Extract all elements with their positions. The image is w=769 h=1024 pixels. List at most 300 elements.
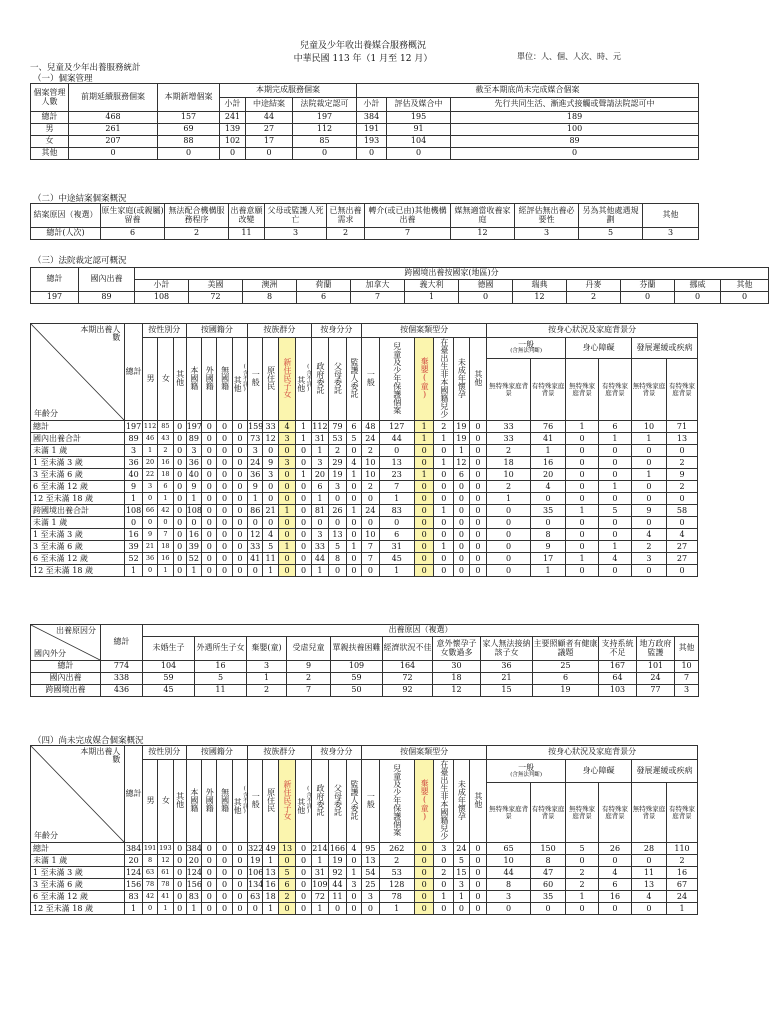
table-cell: 1: [248, 493, 263, 505]
column-header: [414, 760, 434, 843]
table-cell: 214: [311, 843, 329, 855]
table-cell: 0: [346, 445, 361, 457]
table-cell: 1: [346, 469, 361, 481]
reason-header: 主要照顧者有健康議題: [533, 637, 599, 661]
table-cell: 85: [293, 136, 357, 148]
table-cell: 63: [142, 867, 157, 879]
reason-header: 單親扶養困難: [331, 637, 383, 661]
table-cell: 0: [667, 493, 698, 505]
column-header: [186, 760, 201, 843]
table-cell: 2: [667, 481, 698, 493]
table-cell: 774: [101, 661, 143, 673]
table-cell: 3: [631, 553, 666, 565]
country-header: 荷蘭: [297, 280, 351, 292]
table-row: [31, 879, 698, 891]
table-row: [31, 445, 698, 457]
group-header: 按身分分: [311, 746, 361, 760]
table-cell: 2: [487, 445, 531, 457]
table-cell: 0: [621, 292, 675, 304]
column-header-label: 棄嬰(童): [420, 357, 430, 399]
table-cell: 83: [379, 505, 414, 517]
table-cell: 0: [379, 445, 414, 457]
group-header: 按族群分: [248, 746, 312, 760]
table-cell: 0: [434, 903, 454, 915]
table-cell: 103: [599, 685, 637, 697]
table-cell: 0: [379, 517, 414, 529]
table-cell: 110: [667, 843, 698, 855]
table-cell: 0: [414, 867, 434, 879]
table-cell: 2: [566, 867, 599, 879]
column-header: [379, 338, 414, 421]
table-cell: 18: [433, 673, 481, 685]
country-header: 芬蘭: [621, 280, 675, 292]
table-cell: 3: [125, 445, 143, 457]
table-cell: 0: [232, 879, 247, 891]
table-cell: 0: [631, 565, 666, 577]
table-cell: 3: [278, 433, 296, 445]
column-header-label: 其他: [473, 792, 483, 808]
table-cell: 0: [599, 445, 632, 457]
table-cell: 1: [631, 469, 666, 481]
table-cell: 3: [142, 481, 157, 493]
table-cell: 44: [246, 112, 293, 124]
table-cell: 0: [487, 565, 531, 577]
table-cell: 0: [346, 481, 361, 493]
table-row: [31, 136, 699, 148]
column-header: [346, 760, 361, 843]
table-cell: 0: [232, 505, 247, 517]
table-cell: 0: [414, 445, 434, 457]
table-cell: 241: [220, 112, 246, 124]
table-cell: 0: [599, 517, 632, 529]
table-row: [31, 517, 698, 529]
table-cell: 65: [487, 843, 531, 855]
table-cell: 1: [158, 903, 173, 915]
table-row: [31, 457, 698, 469]
table-cell: 1: [434, 891, 454, 903]
table-cell: 19: [454, 433, 469, 445]
table-cell: 60: [531, 879, 566, 891]
group-open-header: 截至本期底尚未完成媒合個案: [357, 84, 699, 98]
table-cell: 31: [379, 541, 414, 553]
table-row: [31, 843, 698, 855]
table-cell: 5: [454, 855, 469, 867]
table-cell: 0: [296, 867, 311, 879]
table-cell: 0: [454, 481, 469, 493]
table-cell: 0: [667, 517, 698, 529]
column-header-note: (含不詳): [241, 785, 248, 815]
table-cell: 2: [165, 228, 229, 240]
table-cell: 1: [566, 421, 599, 433]
table-cell: 7: [351, 292, 405, 304]
table-cell: 0: [414, 505, 434, 517]
table-cell: 0: [434, 553, 454, 565]
table-cell: 64: [599, 673, 637, 685]
table-cell: 1: [531, 565, 566, 577]
table-cell: 8: [531, 529, 566, 541]
table-cell: 191: [142, 843, 157, 855]
table-cell: 20: [125, 855, 143, 867]
table-cell: 0: [202, 529, 217, 541]
table-cell: 0: [217, 433, 232, 445]
row-label: 1 至未滿 3 歲: [31, 529, 125, 541]
table-cell: 0: [487, 903, 531, 915]
table-row: [31, 867, 698, 879]
table-cell: 0: [631, 493, 666, 505]
table-cell: 0: [296, 553, 311, 565]
table-cell: 76: [531, 421, 566, 433]
table-cell: 0: [278, 517, 296, 529]
table-cell: 0: [631, 481, 666, 493]
subsection-heading-abort: （二）中途結案個案概況: [33, 194, 127, 204]
table-cell: 0: [566, 433, 599, 445]
table-cell: 0: [202, 433, 217, 445]
table-cell: 195: [387, 112, 451, 124]
table-cell: 1: [631, 433, 666, 445]
reason-header: 地方政府監護: [637, 637, 675, 661]
table-cell: 0: [469, 855, 487, 867]
country-header: 丹麥: [567, 280, 621, 292]
column-header-label: 父母委託: [333, 362, 343, 394]
table-cell: 0: [487, 541, 531, 553]
table-cell: 33: [263, 421, 278, 433]
table-cell: 48: [362, 421, 380, 433]
table-cell: 18: [158, 541, 173, 553]
column-header-note: (含不詳): [305, 785, 312, 815]
table-cell: 0: [414, 553, 434, 565]
table-cell: 108: [135, 292, 189, 304]
column-header-label: 男: [146, 374, 156, 382]
table-cell: 45: [379, 553, 414, 565]
table-cell: 2: [567, 292, 621, 304]
table-cell: 0: [217, 867, 232, 879]
table-cell: 0: [232, 529, 247, 541]
table-cell: 6: [278, 879, 296, 891]
table-cell: 2: [667, 457, 698, 469]
group-header: 按個案類型分: [362, 746, 487, 760]
table-cell: 0: [469, 529, 487, 541]
table-cell: 0: [296, 903, 311, 915]
table-cell: 384: [186, 843, 201, 855]
table-cell: 20: [531, 469, 566, 481]
table-cell: 6: [297, 292, 351, 304]
table-cell: 0: [217, 457, 232, 469]
table-row: [31, 469, 698, 481]
table-cell: 42: [158, 505, 173, 517]
table-cell: 81: [311, 505, 329, 517]
table-cell: 197: [293, 112, 357, 124]
table-cell: 0: [173, 445, 186, 457]
table-cell: 1: [487, 493, 531, 505]
table-cell: 26: [599, 843, 632, 855]
table-cell: 12: [433, 685, 481, 697]
table-cell: 0: [232, 565, 247, 577]
table-cell: 78: [379, 891, 414, 903]
column-header-label: 新住民子女: [283, 780, 293, 820]
table-cell: 0: [566, 541, 599, 553]
column-header-label: 政府委託: [315, 362, 325, 394]
table-cell: 0: [202, 903, 217, 915]
table-cell: 0: [217, 481, 232, 493]
table-cell: 4: [631, 529, 666, 541]
group-header: 按身心狀況及家庭背景分: [487, 746, 698, 760]
subsection-heading-case-management: （一）個案管理: [33, 74, 93, 84]
row-label: 總計: [31, 421, 125, 433]
table-cell: 61: [158, 867, 173, 879]
table-cell: 10: [362, 469, 380, 481]
table-row: [31, 673, 699, 685]
table-cell: 0: [232, 445, 247, 457]
sub-header: 中途結案: [246, 98, 293, 112]
table-cell: 0: [414, 843, 434, 855]
column-header: 已無出養需求: [327, 204, 365, 228]
table-cell: 89: [79, 292, 135, 304]
table-cell: 12: [454, 457, 469, 469]
table-cell: 19: [329, 469, 347, 481]
column-header: [248, 338, 263, 421]
table-cell: 0: [469, 433, 487, 445]
table-cell: 0: [217, 903, 232, 915]
table-cell: 191: [357, 124, 387, 136]
table-cell: 3: [263, 469, 278, 481]
table-cell: 0: [487, 505, 531, 517]
table-cell: 1: [296, 421, 311, 433]
table-cell: 1: [158, 493, 173, 505]
care-sub-header: 無特殊家庭背景: [631, 358, 666, 421]
table-cell: 0: [566, 469, 599, 481]
table-cell: 0: [454, 493, 469, 505]
column-header-note: (含不詳): [305, 363, 312, 393]
table-cell: 10: [631, 421, 666, 433]
table-cell: 1: [125, 903, 143, 915]
table-cell: 19: [329, 855, 347, 867]
table-cell: 83: [125, 891, 143, 903]
table-cell: 16: [125, 529, 143, 541]
table-cell: 0: [346, 891, 361, 903]
table-cell: 19: [533, 685, 599, 697]
table-cell: 1: [454, 891, 469, 903]
table-cell: 21: [481, 673, 533, 685]
row-label: 總計(人次): [31, 228, 101, 240]
table-cell: 0: [599, 903, 632, 915]
table-cell: 4: [346, 457, 361, 469]
table-cell: 384: [125, 843, 143, 855]
subsection-heading-court: （三）法院裁定認可概況: [33, 256, 127, 266]
table-cell: 0: [217, 421, 232, 433]
table-cell: 89: [451, 136, 699, 148]
care-group-label: 一般: [518, 339, 535, 349]
table-cell: 92: [329, 867, 347, 879]
table-cell: 0: [631, 457, 666, 469]
table-cell: 0: [158, 148, 220, 160]
table-cell: 2: [278, 891, 296, 903]
care-sub-header: 有特殊家庭背景: [531, 783, 566, 843]
table-cell: 5: [599, 505, 632, 517]
table-cell: 24: [362, 505, 380, 517]
table-cell: 13: [329, 529, 347, 541]
table-cell: 18: [158, 469, 173, 481]
table-cell: 0: [631, 855, 666, 867]
table-cell: 16: [599, 891, 632, 903]
table-cell: 0: [173, 421, 186, 433]
column-header: 媒無適當收養家庭: [451, 204, 515, 228]
group-header: 按性別分: [142, 746, 186, 760]
table-cell: 1: [379, 493, 414, 505]
column-header-label: 無國籍: [220, 788, 230, 812]
table-cell: 0: [232, 891, 247, 903]
table-cell: 0: [357, 148, 387, 160]
reason-header: 外遇所生子女: [195, 637, 247, 661]
reason-header: 未婚生子: [143, 637, 195, 661]
table-cell: 20: [186, 855, 201, 867]
care-group-header: 發展遲緩或疾病: [631, 760, 697, 783]
column-header: 其他: [643, 204, 699, 228]
table-cell: 43: [158, 433, 173, 445]
table-cell: 6: [533, 673, 599, 685]
table-cell: 1: [454, 445, 469, 457]
section-heading: 一、兒童及少年出養服務統計: [30, 63, 141, 73]
table-cell: 0: [202, 867, 217, 879]
table-cell: 19: [248, 855, 263, 867]
table-cell: 157: [158, 112, 220, 124]
table-cell: 8: [243, 292, 297, 304]
table-cell: 2: [287, 673, 331, 685]
row-label: 3 至未滿 6 歲: [31, 469, 125, 481]
table-cell: 6: [454, 469, 469, 481]
column-header-label: 其他: [473, 370, 483, 386]
care-group-note: (含無法判斷): [510, 771, 543, 778]
table-cell: 2: [434, 421, 454, 433]
table-cell: 0: [346, 565, 361, 577]
table-cell: 91: [387, 124, 451, 136]
column-header-label: 其他: [296, 798, 306, 815]
table-cell: 0: [566, 529, 599, 541]
table-cell: 0: [217, 541, 232, 553]
column-header: [296, 760, 311, 843]
court-approval-table: [30, 267, 769, 304]
care-sub-header: 無特殊家庭背景: [566, 783, 599, 843]
table-cell: 0: [469, 505, 487, 517]
table-cell: 8: [487, 879, 531, 891]
table-cell: 1: [414, 433, 434, 445]
table-cell: 0: [566, 445, 599, 457]
country-header: 挪威: [675, 280, 721, 292]
table-cell: 23: [379, 469, 414, 481]
column-header: 經評估無出養必要性: [515, 204, 579, 228]
table-cell: 338: [101, 673, 143, 685]
table-cell: 104: [387, 136, 451, 148]
column-header: [434, 760, 454, 843]
table-cell: 0: [278, 469, 296, 481]
table-cell: 35: [531, 891, 566, 903]
table-cell: 5: [278, 867, 296, 879]
table-cell: 0: [434, 517, 454, 529]
table-cell: 1: [379, 903, 414, 915]
table-cell: 3: [311, 529, 329, 541]
table-cell: 0: [217, 855, 232, 867]
table-cell: 0: [202, 517, 217, 529]
table-cell: 102: [220, 136, 246, 148]
table-cell: 0: [346, 493, 361, 505]
table-cell: 0: [675, 292, 721, 304]
table-cell: 0: [454, 553, 469, 565]
table-cell: 6: [101, 228, 165, 240]
table-cell: 0: [202, 879, 217, 891]
table-cell: 13: [379, 457, 414, 469]
table-cell: 0: [217, 493, 232, 505]
table-cell: 1: [186, 493, 201, 505]
table-cell: 1: [599, 541, 632, 553]
table-cell: 31: [311, 867, 329, 879]
table-cell: 6: [379, 529, 414, 541]
table-cell: 6: [311, 481, 329, 493]
table-cell: 0: [217, 565, 232, 577]
table-cell: 71: [667, 421, 698, 433]
table-cell: 0: [232, 855, 247, 867]
table-cell: 9: [186, 481, 201, 493]
column-header: [329, 338, 347, 421]
care-sub-header: 無特殊家庭背景: [487, 358, 531, 421]
table-cell: 8: [531, 855, 566, 867]
table-cell: 0: [469, 457, 487, 469]
table-cell: 0: [232, 553, 247, 565]
row-label: 未滿 1 歲: [31, 855, 125, 867]
table-cell: 468: [69, 112, 158, 124]
reason-header: 其他: [675, 637, 699, 661]
table-cell: 28: [631, 843, 666, 855]
country-header: 德國: [459, 280, 513, 292]
table-cell: 0: [346, 529, 361, 541]
table-cell: 261: [69, 124, 158, 136]
table-cell: 0: [296, 565, 311, 577]
table-cell: 6: [158, 481, 173, 493]
column-header: [142, 338, 157, 421]
table-cell: 127: [379, 421, 414, 433]
table-cell: 0: [346, 855, 361, 867]
table-cell: 7: [287, 685, 331, 697]
table-cell: 0: [531, 493, 566, 505]
column-header-label: 未成年懷孕: [457, 780, 467, 820]
row-label: 男: [31, 124, 69, 136]
sub-header: 小計: [220, 98, 246, 112]
table-row: [31, 685, 699, 697]
column-header-note: (含不詳): [241, 363, 248, 393]
table-cell: 45: [143, 685, 195, 697]
table-cell: 41: [158, 891, 173, 903]
table-cell: 27: [246, 124, 293, 136]
table-cell: 0: [414, 565, 434, 577]
table-row: [31, 541, 698, 553]
table-cell: 0: [202, 891, 217, 903]
table-cell: 66: [142, 505, 157, 517]
table-cell: 6: [599, 421, 632, 433]
table-cell: 0: [202, 505, 217, 517]
column-header-label: 一般: [251, 792, 261, 808]
table-cell: 0: [599, 469, 632, 481]
table-cell: 0: [173, 879, 186, 891]
table-cell: 207: [69, 136, 158, 148]
table-cell: 0: [173, 469, 186, 481]
table-cell: 1: [414, 421, 434, 433]
table-cell: 89: [125, 433, 143, 445]
table-cell: 0: [414, 529, 434, 541]
table-cell: 5: [263, 541, 278, 553]
table-cell: 0: [232, 469, 247, 481]
column-header-label: 原住民: [266, 788, 276, 812]
table-cell: 69: [158, 124, 220, 136]
table-cell: 0: [469, 541, 487, 553]
table-cell: 41: [248, 553, 263, 565]
